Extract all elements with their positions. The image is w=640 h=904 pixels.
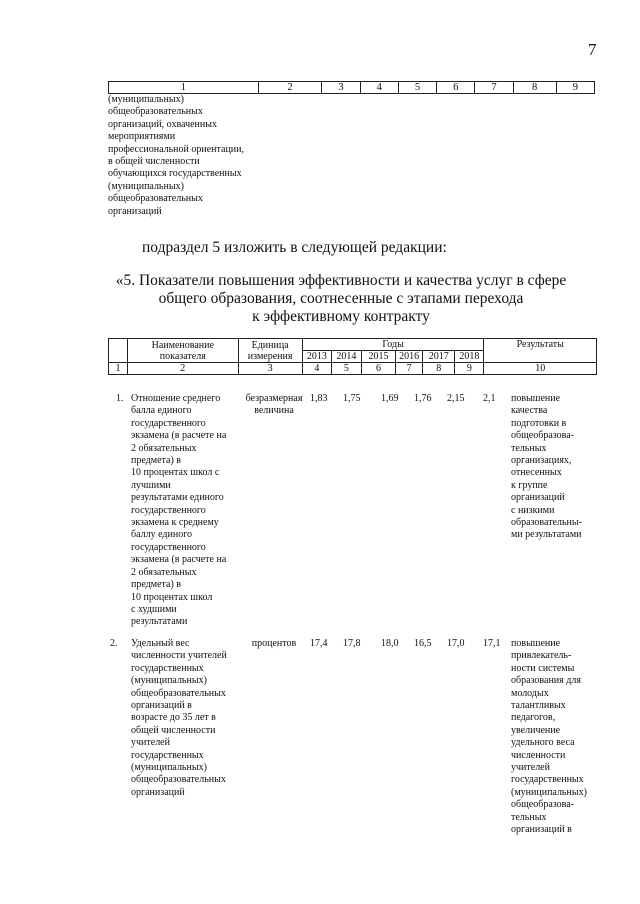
col-number-2: 2 [258,82,322,94]
indicator-name [131,638,242,799]
row-number: 1. [116,393,124,404]
text-line: общеобразовательных [131,774,226,786]
text-line: к группе [511,479,548,491]
text-line: государственного [131,504,206,516]
text-line: экзамена (в расчете на [131,430,227,442]
col-number: 10 [484,363,597,375]
carry-line: организаций, охваченных [108,118,217,130]
text-line: экзамена к среднему [131,517,219,529]
text-line: подготовки в [511,417,567,429]
text-line: 10 процентах школ с [131,467,220,479]
text-line: государственных [511,774,584,786]
text-line: учителей [131,737,170,749]
heading-line: к эффективному контракту [252,308,430,325]
text-line: возрасте до 35 лет в [131,712,216,724]
value-2014: 17,8 [343,638,361,649]
text-line: государственного [131,417,206,429]
col-number: 3 [238,363,302,375]
text-line: общей численности [131,724,216,736]
text-line: безразмерная [245,393,303,404]
col-number: 7 [396,363,423,375]
text-line: государственного [131,541,206,553]
carry-line: (муниципальных) [108,180,184,192]
text-line: повышение [511,393,561,404]
col-number: 2 [128,363,238,375]
text-line: Удельный вес [131,638,190,649]
text-line: педагогов, [511,712,556,724]
header-unit: Единица измерения [238,339,302,363]
text-line: (муниципальных) [131,675,207,687]
col-number-5: 5 [398,82,436,94]
text-line: тельных [511,442,547,454]
section-heading [96,272,586,326]
col-number-1: 1 [109,82,259,94]
text-line: ми результатами [511,529,582,541]
text-line: ности системы [511,662,575,674]
text-line: (муниципальных) [131,762,207,774]
carry-over-text [108,94,260,218]
intro-line: подраздел 5 изложить в следующей редакции: [142,239,447,256]
carry-line: (муниципальных) [108,94,184,105]
value-2018: 17,1 [483,638,501,649]
value-2015: 1,69 [381,393,399,404]
unit-cell [241,638,307,650]
text-line: балла единого [131,405,192,417]
text-line: 2 обязательных [131,442,197,454]
col-number-6: 6 [437,82,475,94]
text-line: учителей [511,762,550,774]
result-cell [511,393,596,542]
col-number: 4 [302,363,331,375]
header-results: Результаты [484,339,597,363]
header-years: Годы [302,339,484,351]
header-year: 2015 [361,351,395,363]
carry-line: общеобразовательных [108,106,203,118]
carry-line: общеобразовательных [108,193,203,205]
text-line: организаций в [511,824,572,836]
value-2017: 2,15 [447,393,465,404]
text-line: талантливых [511,700,566,712]
col-number: 8 [423,363,455,375]
heading-line: «5. Показатели повышения эффективности и качества услуг в сфере [115,272,567,289]
text-line: тельных [511,811,547,823]
col-number-4: 4 [360,82,398,94]
text-line: предмета) в [131,455,181,467]
row-number: 2. [110,638,118,649]
result-cell [511,638,596,837]
col-number-7: 7 [475,82,513,94]
continuation-table-header [108,81,595,94]
carry-line: в общей численности [108,156,200,168]
header-year: 2013 [302,351,331,363]
value-2017: 17,0 [447,638,465,649]
text-line: привлекатель- [511,650,572,662]
text-line: качества [511,405,548,417]
value-2013: 1,83 [310,393,328,404]
text-line: с худшими [131,603,177,615]
carry-line: мероприятиями [108,131,176,143]
text-line: организаций в [131,700,192,712]
col-number-9: 9 [556,82,594,94]
text-line: молодых [511,687,549,699]
text-line: увеличение [511,724,561,736]
text-line: 10 процентах школ [131,591,213,603]
text-line: результатами [131,616,188,628]
page-number: 7 [588,40,597,59]
col-number: 5 [331,363,361,375]
text-line: образовательны- [511,517,582,529]
text-line: организаций [131,786,185,798]
header-year: 2017 [423,351,455,363]
unit-cell [241,393,307,418]
indicators-table-header [108,338,597,375]
text-line: экзамена (в расчете на [131,554,227,566]
text-line: организаций [511,492,565,504]
text-line: лучшими [131,479,171,491]
text-line: 2 обязательных [131,566,197,578]
text-line: с низкими [511,504,555,516]
carry-line: обучающихся государственных [108,168,242,180]
text-line: общеобразова- [511,430,575,442]
value-2015: 18,0 [381,638,399,649]
col-number-8: 8 [513,82,556,94]
text-line: результатами единого [131,492,224,504]
value-2016: 1,76 [414,393,432,404]
col-number-3: 3 [322,82,360,94]
text-line: общеобразова- [511,799,575,811]
text-line: удельного веса [511,737,575,749]
text-line: отнесенных [511,467,562,479]
text-line: образования для [511,675,581,687]
text-line: величина [254,405,294,417]
value-2016: 16,5 [414,638,432,649]
text-line: численности учителей [131,650,227,662]
value-2014: 1,75 [343,393,361,404]
header-year: 2016 [396,351,423,363]
value-2013: 17,4 [310,638,328,649]
text-line: Отношение среднего [131,393,221,404]
header-year: 2014 [331,351,361,363]
text-line: (муниципальных) [511,786,587,798]
text-line: организациях, [511,455,572,467]
text-line: численности [511,749,566,761]
header-year: 2018 [455,351,484,363]
carry-line: организаций [108,205,162,217]
col-number: 1 [109,363,128,375]
text-line: повышение [511,638,561,649]
text-line: государственных [131,662,204,674]
text-line: предмета) в [131,579,181,591]
col-number: 9 [455,363,484,375]
carry-line: профессиональной ориентации, [108,143,245,155]
header-name: Наименование показателя [128,339,238,363]
text-line: общеобразовательных [131,687,226,699]
value-2018: 2,1 [483,393,496,404]
text-line: процентов [251,638,297,649]
heading-line: общего образования, соотнесенные с этапами перехода [158,290,524,307]
text-line: государственных [131,749,204,761]
text-line: баллу единого [131,529,193,541]
indicator-name [131,393,242,629]
col-number: 6 [361,363,395,375]
